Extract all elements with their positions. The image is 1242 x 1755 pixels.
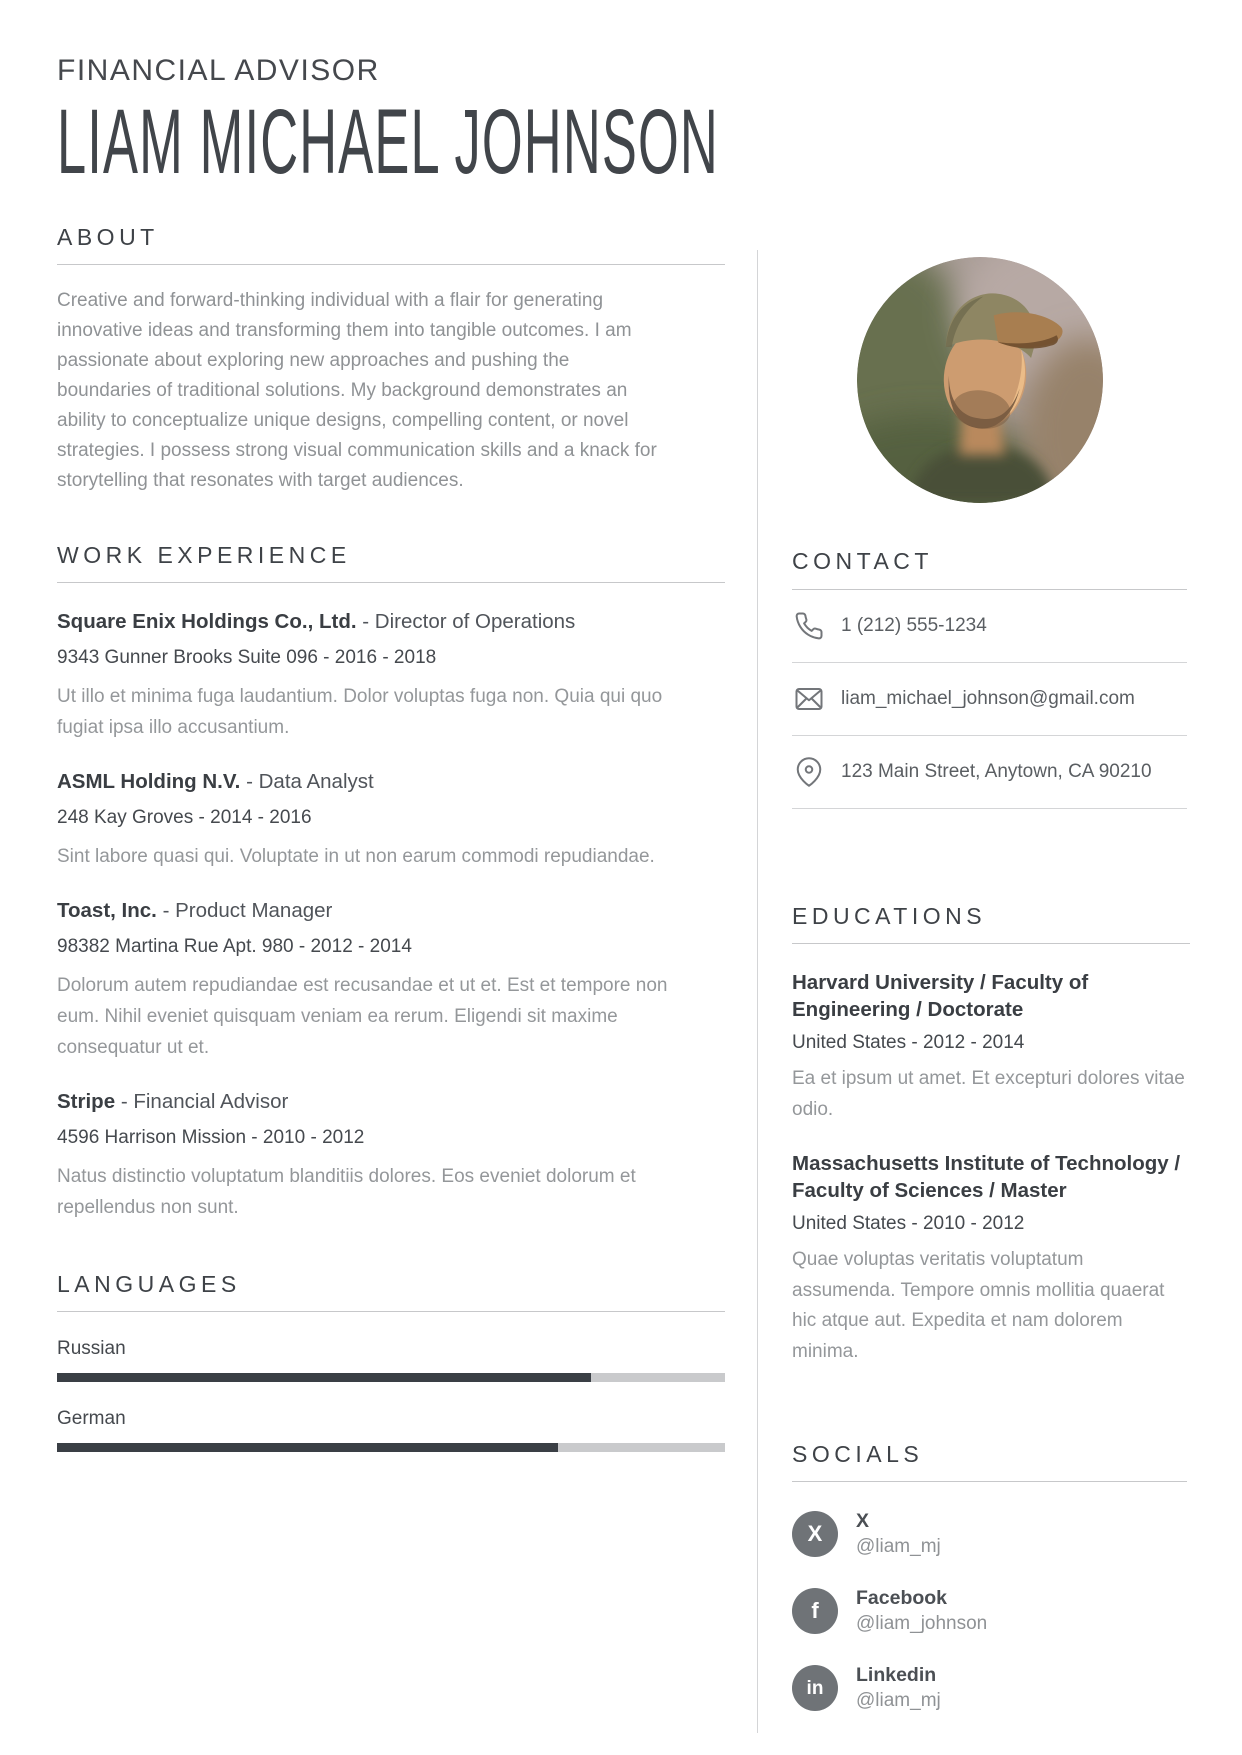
section-rule [57, 264, 725, 265]
socials-section [792, 1441, 1187, 1713]
education-school: Massachusetts Institute of Technology / Faculty of Sciences / Master [792, 1152, 1181, 1202]
about-heading: ABOUT [57, 224, 159, 250]
social-row-linkedin[interactable] [792, 1663, 1187, 1713]
language-item [57, 1338, 725, 1382]
job-role: Product Manager [175, 899, 333, 922]
job-company: Stripe [57, 1090, 116, 1113]
job-item [57, 608, 725, 743]
educations-heading: EDUCATIONS [792, 903, 987, 929]
phone-icon [794, 611, 824, 641]
education-item [792, 969, 1190, 1125]
education-school: Harvard University / Faculty of Engineering / Doctorate [792, 971, 1089, 1021]
social-row-x[interactable] [792, 1509, 1187, 1559]
section-rule [792, 1481, 1187, 1482]
job-item [57, 897, 725, 1063]
left-column [57, 54, 725, 1452]
educations-section [792, 903, 1190, 1367]
social-network: Facebook [856, 1587, 948, 1609]
job-description: Ut illo et minima fuga laudantium. Dolor voluptas fuga non. Quia qui quo fugiat ipsa illo accusantium. [57, 686, 663, 738]
phone-value[interactable]: 1 (212) 555-1234 [841, 615, 987, 636]
languages-section [57, 1271, 725, 1452]
name-wrap [57, 91, 725, 193]
job-meta: 4596 Harrison Mission - 2010 - 2012 [57, 1127, 365, 1148]
job-separator: - [246, 770, 253, 793]
language-name: German [57, 1408, 126, 1429]
job-company: Square Enix Holdings Co., Ltd. [57, 610, 357, 633]
contact-row-email [792, 663, 1187, 736]
job-company: ASML Holding N.V. [57, 770, 241, 793]
job-meta: 9343 Gunner Brooks Suite 096 - 2016 - 2018 [57, 647, 437, 668]
contact-heading: CONTACT [792, 548, 933, 574]
about-text: Creative and forward-thinking individual with a flair for generating innovative ideas and transforming them into tangible outcomes. I am passionate about exploring new approaches and pushing the boundaries of traditional solutions. My background demonstrates an ability to conceptualize unique designs, compelling content, or novel strategies. I possess strong visual communication skills and a knack for storytelling that resonates with target audiences. [57, 290, 657, 491]
language-progress-track [57, 1443, 725, 1452]
job-separator: - [162, 899, 170, 922]
job-item [57, 1088, 725, 1223]
address-value: 123 Main Street, Anytown, CA 90210 [841, 761, 1152, 782]
language-progress-fill [57, 1443, 558, 1452]
job-company: Toast, Inc. [57, 899, 157, 922]
language-name: Russian [57, 1338, 126, 1359]
job-role: Director of Operations [374, 610, 576, 633]
social-handle: @liam_mj [856, 1536, 941, 1557]
job-role: Data Analyst [258, 770, 374, 793]
work-experience-section [57, 542, 725, 1223]
social-text [856, 1586, 987, 1636]
job-description: Dolorum autem repudiandae est recusandae et ut et. Est et tempore non eum. Nihil eveniet quisquam veniam ea rerum. Eligendi sit maxime consequatur ut et. [57, 975, 668, 1058]
column-divider [757, 250, 758, 1733]
profile-photo [857, 257, 1103, 503]
profile-photo-image [857, 257, 1103, 503]
location-pin-icon [794, 757, 824, 787]
section-rule [57, 1311, 725, 1312]
job-separator: - [120, 1090, 128, 1113]
job-separator: - [362, 610, 370, 633]
job-meta: 98382 Martina Rue Apt. 980 - 2012 - 2014 [57, 936, 412, 957]
socials-heading: SOCIALS [792, 1441, 924, 1467]
social-network: Linkedin [856, 1664, 937, 1686]
language-progress-track [57, 1373, 725, 1382]
language-progress-fill [57, 1373, 591, 1382]
job-title [57, 608, 725, 636]
language-item [57, 1408, 725, 1452]
education-meta: United States - 2010 - 2012 [792, 1213, 1025, 1234]
facebook-icon [792, 1588, 838, 1634]
mail-icon [794, 684, 824, 714]
social-text [856, 1509, 941, 1559]
job-description: Natus distinctio voluptatum blanditiis dolores. Eos eveniet dolorum et repellendus non sunt. [57, 1166, 636, 1218]
education-meta: United States - 2012 - 2014 [792, 1032, 1025, 1053]
job-title [57, 897, 725, 925]
social-row-facebook[interactable] [792, 1586, 1187, 1636]
section-rule [792, 943, 1190, 944]
social-text [856, 1663, 941, 1713]
linkedin-icon [792, 1665, 838, 1711]
education-description: Quae voluptas veritatis voluptatum assumenda. Tempore omnis mollitia quaerat hic atque aut. Expedita et nam dolorem minima. [792, 1249, 1165, 1362]
job-title [57, 1088, 725, 1116]
education-item [792, 1150, 1190, 1367]
facebook-icon-glyph: f [811, 1598, 819, 1623]
social-handle: @liam_mj [856, 1690, 941, 1711]
section-rule [57, 582, 725, 583]
job-title [57, 768, 725, 796]
social-network: X [856, 1510, 870, 1532]
job-role: Financial Advisor [133, 1090, 289, 1113]
about-section [57, 224, 725, 496]
contact-row-phone [792, 590, 1187, 663]
role-label: FINANCIAL ADVISOR [57, 54, 380, 87]
social-handle: @liam_johnson [856, 1613, 988, 1634]
contact-row-address [792, 736, 1187, 809]
person-name: LIAM MICHAEL JOHNSON [57, 91, 719, 193]
work-experience-heading: WORK EXPERIENCE [57, 542, 351, 568]
contact-section [792, 548, 1187, 809]
email-value[interactable]: liam_michael_johnson@gmail.com [841, 688, 1135, 709]
x-icon-glyph: X [807, 1521, 823, 1546]
job-description: Sint labore quasi qui. Voluptate in ut non earum commodi repudiandae. [57, 846, 655, 867]
x-icon [792, 1511, 838, 1557]
job-meta: 248 Kay Groves - 2014 - 2016 [57, 807, 312, 828]
linkedin-icon-glyph: in [806, 1677, 824, 1699]
education-description: Ea et ipsum ut amet. Et excepturi dolores vitae odio. [792, 1068, 1185, 1120]
job-item [57, 768, 725, 872]
languages-heading: LANGUAGES [57, 1271, 241, 1297]
